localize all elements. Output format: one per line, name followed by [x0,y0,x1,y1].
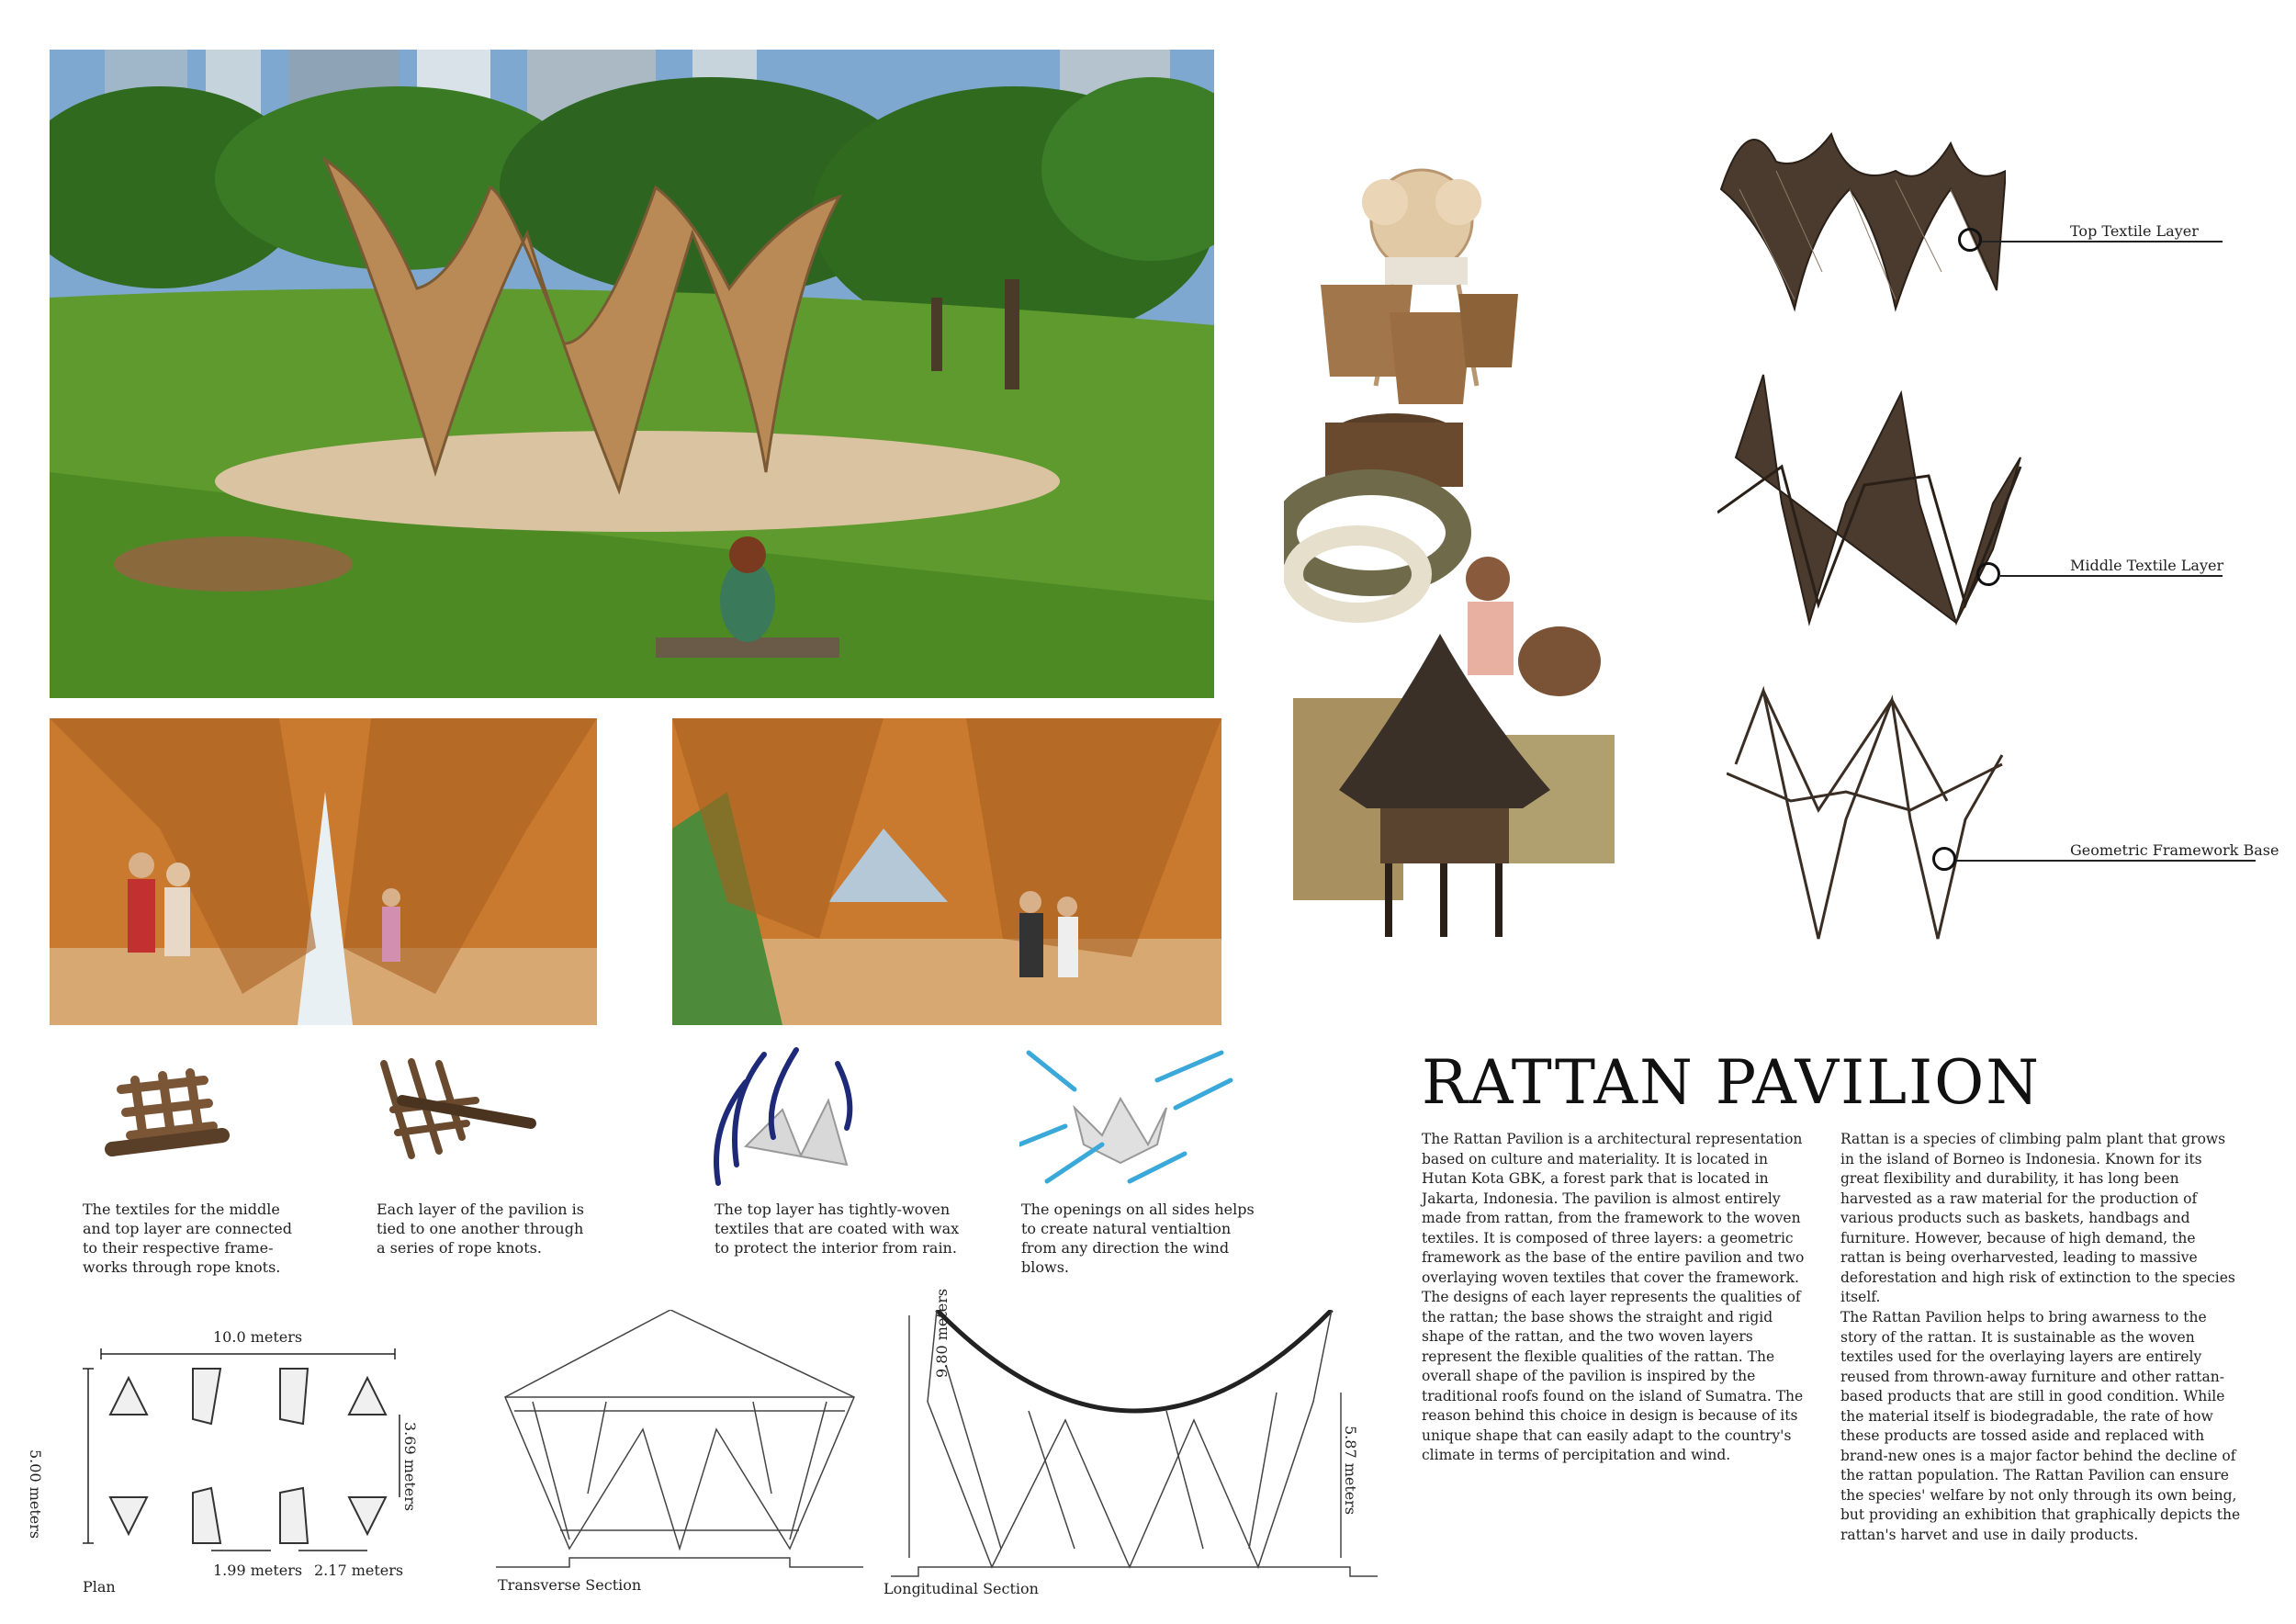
sustainability-paragraph: The Rattan Pavilion helps to bring awarness to the story of the rattan. It is sustainable as the woven textiles used for the overlaying layers are entirely reused from thrown-away furniture and other rattan-based products that are still in good condition. While the material itself is biodegradable, the rate of how these products are tossed aside and replaced with brand-new ones is a major factor behind the decline of the rattan population. The Rattan Pavilion can ensure the species' welfare by not only through its own being, but providing an exhibition that graphically depicts the rattan's harvet and use in daily products. [1840,1309,2241,1543]
rattan-products-collage [1284,147,1626,1001]
middle-layer-leader [2000,575,2223,577]
longitudinal-section-drawing [891,1310,1378,1585]
middle-layer-marker [1976,562,2000,586]
wind-ventilation-icon [1019,1043,1240,1200]
plan-width-dimension: 10.0 meters [213,1328,303,1346]
longitudinal-height-dimension: 9.80 meters [933,1288,951,1378]
wax-caption: The top layer has tightly-woven textiles that are coated with wax to protect the interior from rain. [715,1201,960,1257]
top-layer-label: Top Textile Layer [2070,222,2199,240]
pavilion-interior-photo-1 [50,718,597,1025]
intro-paragraph: The Rattan Pavilion is a architectural representation based on culture and materiality. It is located in Hutan Kota GBK, a forest park that is located in Jakarta, Indonesia. The pavilion is almost entirely made from rattan, from the framework to the woven textiles. It is composed of three layers: a geometric framework as the base of the entire pavilion and two overlaying woven textiles that cover the framework. The designs of each layer represents the qualities of the rattan; the base shows the straight and rigid shape of the rattan, and the two woven layers represent the flexible qualities of the rattan. The overall shape of the pavilion is inspired by the traditional roofs found on the island of Sumatra. The reason behind this choice in design is because of its unique shape that can easily adapt to the country's climate in terms of percipitation and wind. [1422,1131,1805,1463]
geometric-framework-base-drawing [1727,682,2011,948]
middle-layer-label: Middle Textile Layer [2070,557,2224,574]
base-layer-marker [1932,847,1956,871]
transverse-section-label: Transverse Section [498,1576,642,1594]
layer-rope-knot-icon [375,1054,540,1165]
top-textile-layer-drawing [1712,88,2006,318]
top-layer-leader [1982,241,2223,242]
rope-knot-textile-icon [103,1062,231,1163]
plan-label: Plan [83,1578,116,1596]
base-layer-leader [1956,860,2256,862]
rain-protection-icon [709,1045,874,1192]
pavilion-park-photo [50,50,1214,698]
transverse-section-drawing [496,1310,863,1576]
rattan-paragraph: Rattan is a species of climbing palm plant that grows in the island of Borneo is Indonesia. Known for its great flexibility and durability, it has long been harvested as a raw material for the production of various products such as baskets, handbags and furniture. However, because of high demand, the rattan is being overharvested, leading to massive deforestation and high risk of extinction to the species itself. [1840,1131,2235,1305]
base-layer-label: Geometric Framework Base [2070,841,2279,859]
middle-textile-layer-drawing [1717,366,2030,632]
plan-depth-dimension: 5.00 meters [27,1449,44,1539]
layers-caption: Each layer of the pavilion is tied to one another through a series of rope knots. [377,1201,584,1257]
plan-bay1-dimension: 1.99 meters [213,1562,303,1579]
plan-right-dimension: 3.69 meters [401,1422,419,1512]
longitudinal-section-label: Longitudinal Section [884,1580,1039,1597]
pavilion-interior-photo-2 [672,718,1221,1025]
plan-bay2-dimension: 2.17 meters [314,1562,404,1579]
floor-plan-drawing [73,1332,441,1571]
longitudinal-height2-dimension: 5.87 meters [1342,1426,1359,1516]
knots-caption: The textiles for the middle and top layer are connected to their respective frame- works through rope knots. [83,1201,292,1276]
wind-caption: The openings on all sides helps to create natural ventialtion from any direction the wind blows. [1021,1201,1255,1276]
page-title: RATTAN PAVILION [1422,1047,2042,1118]
top-layer-marker [1958,228,1982,252]
